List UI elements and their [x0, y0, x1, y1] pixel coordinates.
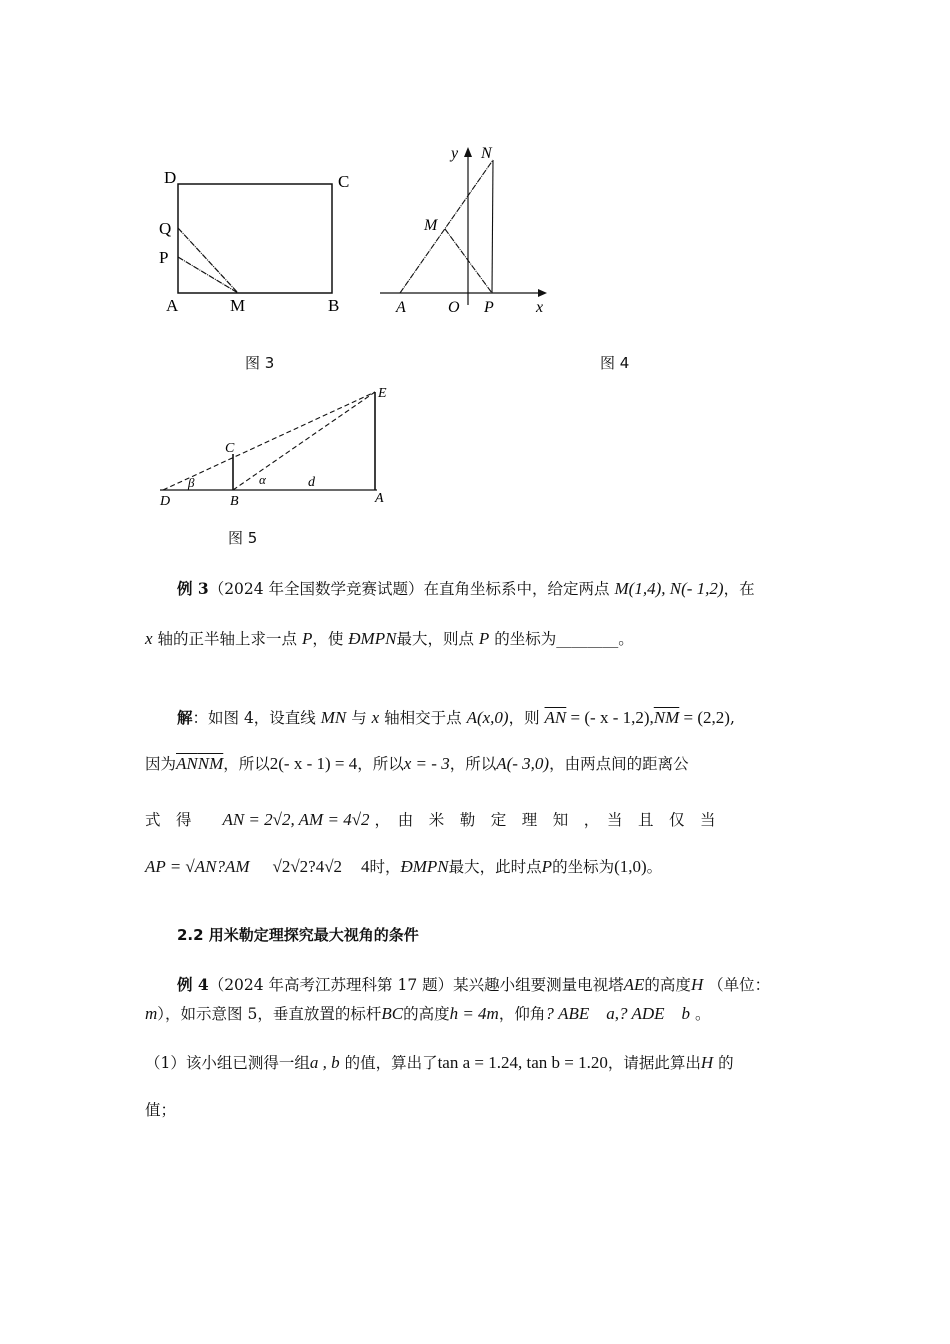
solution-l2-b: ，所以	[223, 755, 270, 773]
example-3-text-a: 轴的正半轴上求一点	[157, 630, 297, 648]
example-4-h: H	[690, 975, 704, 994]
example-3-title: 例 3	[177, 579, 209, 598]
solution-coord: (1,0)	[614, 857, 647, 876]
fig5-label-c: C	[225, 441, 235, 456]
example-4-l2-a: ），如示意图 5，垂直放置的标杆	[157, 1005, 382, 1023]
figure-5-caption: 图 5	[228, 529, 258, 547]
fig3-label-b: B	[328, 296, 340, 315]
example-4-angle-ade: ? ADE b	[619, 1004, 690, 1023]
solution-eq1: = (- x - 1,2),	[566, 708, 654, 727]
example-4-m: m	[145, 1004, 158, 1023]
vector-nm-2: $\overline{NM}$	[197, 754, 224, 773]
vector-nm: $\overline{NM}$	[653, 708, 680, 727]
fig3-label-m: M	[230, 296, 246, 315]
figure-4-caption: 图 4	[600, 354, 630, 372]
solution-x-value: x = - 3	[403, 754, 450, 773]
solution-l4-a: 时，	[369, 858, 401, 876]
solution-l4-c: 的坐标为	[552, 858, 615, 876]
example-3-text-c: 最大，则点	[396, 630, 474, 648]
figure-3-caption: 图 3	[245, 354, 275, 372]
example-4-l2-end: 。	[694, 1005, 711, 1023]
solution-ap: AP = √AN?AM	[145, 857, 250, 876]
example-4-l2-b: 的高度	[403, 1005, 450, 1023]
fig3-label-p: P	[159, 248, 169, 267]
solution-l2-e: ，由两点间的距离公	[549, 755, 689, 773]
fig4-label-o: O	[448, 299, 460, 316]
example-4-l4: 值；	[145, 1101, 177, 1119]
fig5-label-a: A	[375, 491, 384, 506]
example-4-bc: BC	[381, 1004, 404, 1023]
example-4-l3-d: 的	[718, 1054, 734, 1072]
solution-l2-c: ，所以	[357, 755, 404, 773]
example-3-points: M(1,4), N(- 1,2)	[614, 579, 724, 598]
fig3-label-a: A	[166, 296, 179, 315]
vector-an: $\overline{AN}$	[544, 708, 567, 727]
example-4-l3-b: 的值，算出了	[344, 1054, 438, 1072]
section-heading: 2.2 用米勒定理探究最大视角的条件	[177, 926, 419, 944]
fig5-label-beta: β	[188, 475, 195, 490]
solution-point-a: A(x,0)	[466, 708, 509, 727]
segment-qm	[178, 228, 238, 293]
solution-p: P	[541, 857, 553, 876]
fig3-label-d: D	[164, 168, 177, 187]
example-4-l1-a: （2024 年高考江苏理科第 17 题）某兴趣小组要测量电视塔	[208, 976, 624, 994]
fig3-label-q: Q	[159, 219, 172, 238]
y-axis-arrow	[464, 147, 472, 157]
solution-l2-d: ，所以	[449, 755, 497, 773]
solution-l1-end: ,	[729, 709, 735, 727]
figure-5-diagram	[155, 380, 405, 515]
example-4-title: 例 4	[177, 975, 209, 994]
example-3-p2: P	[478, 629, 490, 648]
example-4-l3-a: （1）该小组已测得一组	[145, 1054, 310, 1072]
solution-eq2: = (2,2)	[679, 708, 730, 727]
line-de	[163, 392, 375, 490]
line-be	[233, 392, 375, 490]
segment-pm	[178, 257, 238, 293]
solution-mn: MN	[320, 708, 347, 727]
solution-l1-c: 轴相交于点	[384, 709, 462, 727]
fig4-label-y: y	[451, 145, 459, 162]
solution-l4-b: 最大，此时点	[448, 858, 542, 876]
rectangle-abcd	[178, 184, 332, 293]
example-3-text-b: ，使	[312, 630, 344, 648]
fig5-label-alpha: α	[259, 472, 266, 487]
example-3-text-d: 的坐标为________。	[494, 630, 634, 648]
fig4-label-x: x	[536, 299, 544, 316]
example-3-p: P	[301, 629, 313, 648]
solution-l1-b: 与	[351, 709, 367, 727]
example-4-angle-abe: ? ABE a	[545, 1004, 615, 1023]
example-3-source: （2024 年全国数学竞赛试题）在直角坐标系中，给定两点	[208, 580, 610, 598]
fig5-label-e: E	[378, 386, 387, 401]
segment-np	[492, 160, 493, 293]
solution-ap-value: √2√2?4√2	[272, 857, 343, 876]
example-4-comma: ,	[614, 1004, 619, 1023]
example-4-ab: a , b	[309, 1053, 340, 1072]
solution-l3-b: ， 由 米 勒 定 理 知 ， 当 且 仅 当	[374, 811, 716, 829]
example-4-l2-c: ，仰角	[498, 1005, 546, 1023]
solution-l1-a: ：如图 4，设直线	[192, 709, 316, 727]
example-4-l3-c: ，请据此算出	[607, 1054, 701, 1072]
solution-label: 解	[177, 708, 193, 727]
solution-eq3: 2(- x - 1) = 4	[269, 754, 358, 773]
vector-an-2: $\overline{AN}$	[176, 754, 198, 773]
example-4-ae: AE	[623, 975, 645, 994]
solution-ap-result: 4	[360, 857, 370, 876]
example-3-tail: ，在	[723, 580, 755, 598]
example-4-l1-c: （单位：	[708, 976, 771, 994]
solution-l2-a: 因为	[145, 755, 177, 773]
fig5-label-d-point: D	[160, 494, 171, 509]
solution-angle: ÐMPN	[400, 857, 449, 876]
figure-4-diagram	[375, 140, 555, 320]
example-4-l1-b: 的高度	[644, 976, 691, 994]
x-axis-arrow	[538, 289, 547, 297]
fig5-label-d: d	[308, 475, 315, 490]
fig4-label-m: M	[424, 217, 438, 234]
solution-distances: AN = 2√2, AM = 4√2	[222, 810, 370, 829]
line-mn	[400, 160, 493, 293]
figure-3-diagram	[150, 160, 370, 330]
solution-point-a-value: A(- 3,0)	[496, 754, 550, 773]
fig4-label-a: A	[396, 299, 406, 316]
example-4-h-2: H	[700, 1053, 714, 1072]
solution-x: x	[371, 708, 380, 727]
example-4-h-value: h = 4m	[449, 1004, 499, 1023]
example-4-tan-values: tan a = 1.24, tan b = 1.20	[437, 1053, 608, 1072]
solution-l3-a: 式 得	[145, 811, 192, 829]
fig4-label-p: P	[484, 299, 494, 316]
example-3-x: x	[145, 629, 153, 648]
fig5-label-b: B	[230, 494, 239, 509]
fig3-label-c: C	[338, 172, 350, 191]
solution-l1-d: ，则	[508, 709, 540, 727]
fig4-label-n: N	[481, 145, 492, 162]
example-3-angle: ÐMPN	[348, 629, 397, 648]
solution-l4-end: 。	[646, 858, 663, 876]
